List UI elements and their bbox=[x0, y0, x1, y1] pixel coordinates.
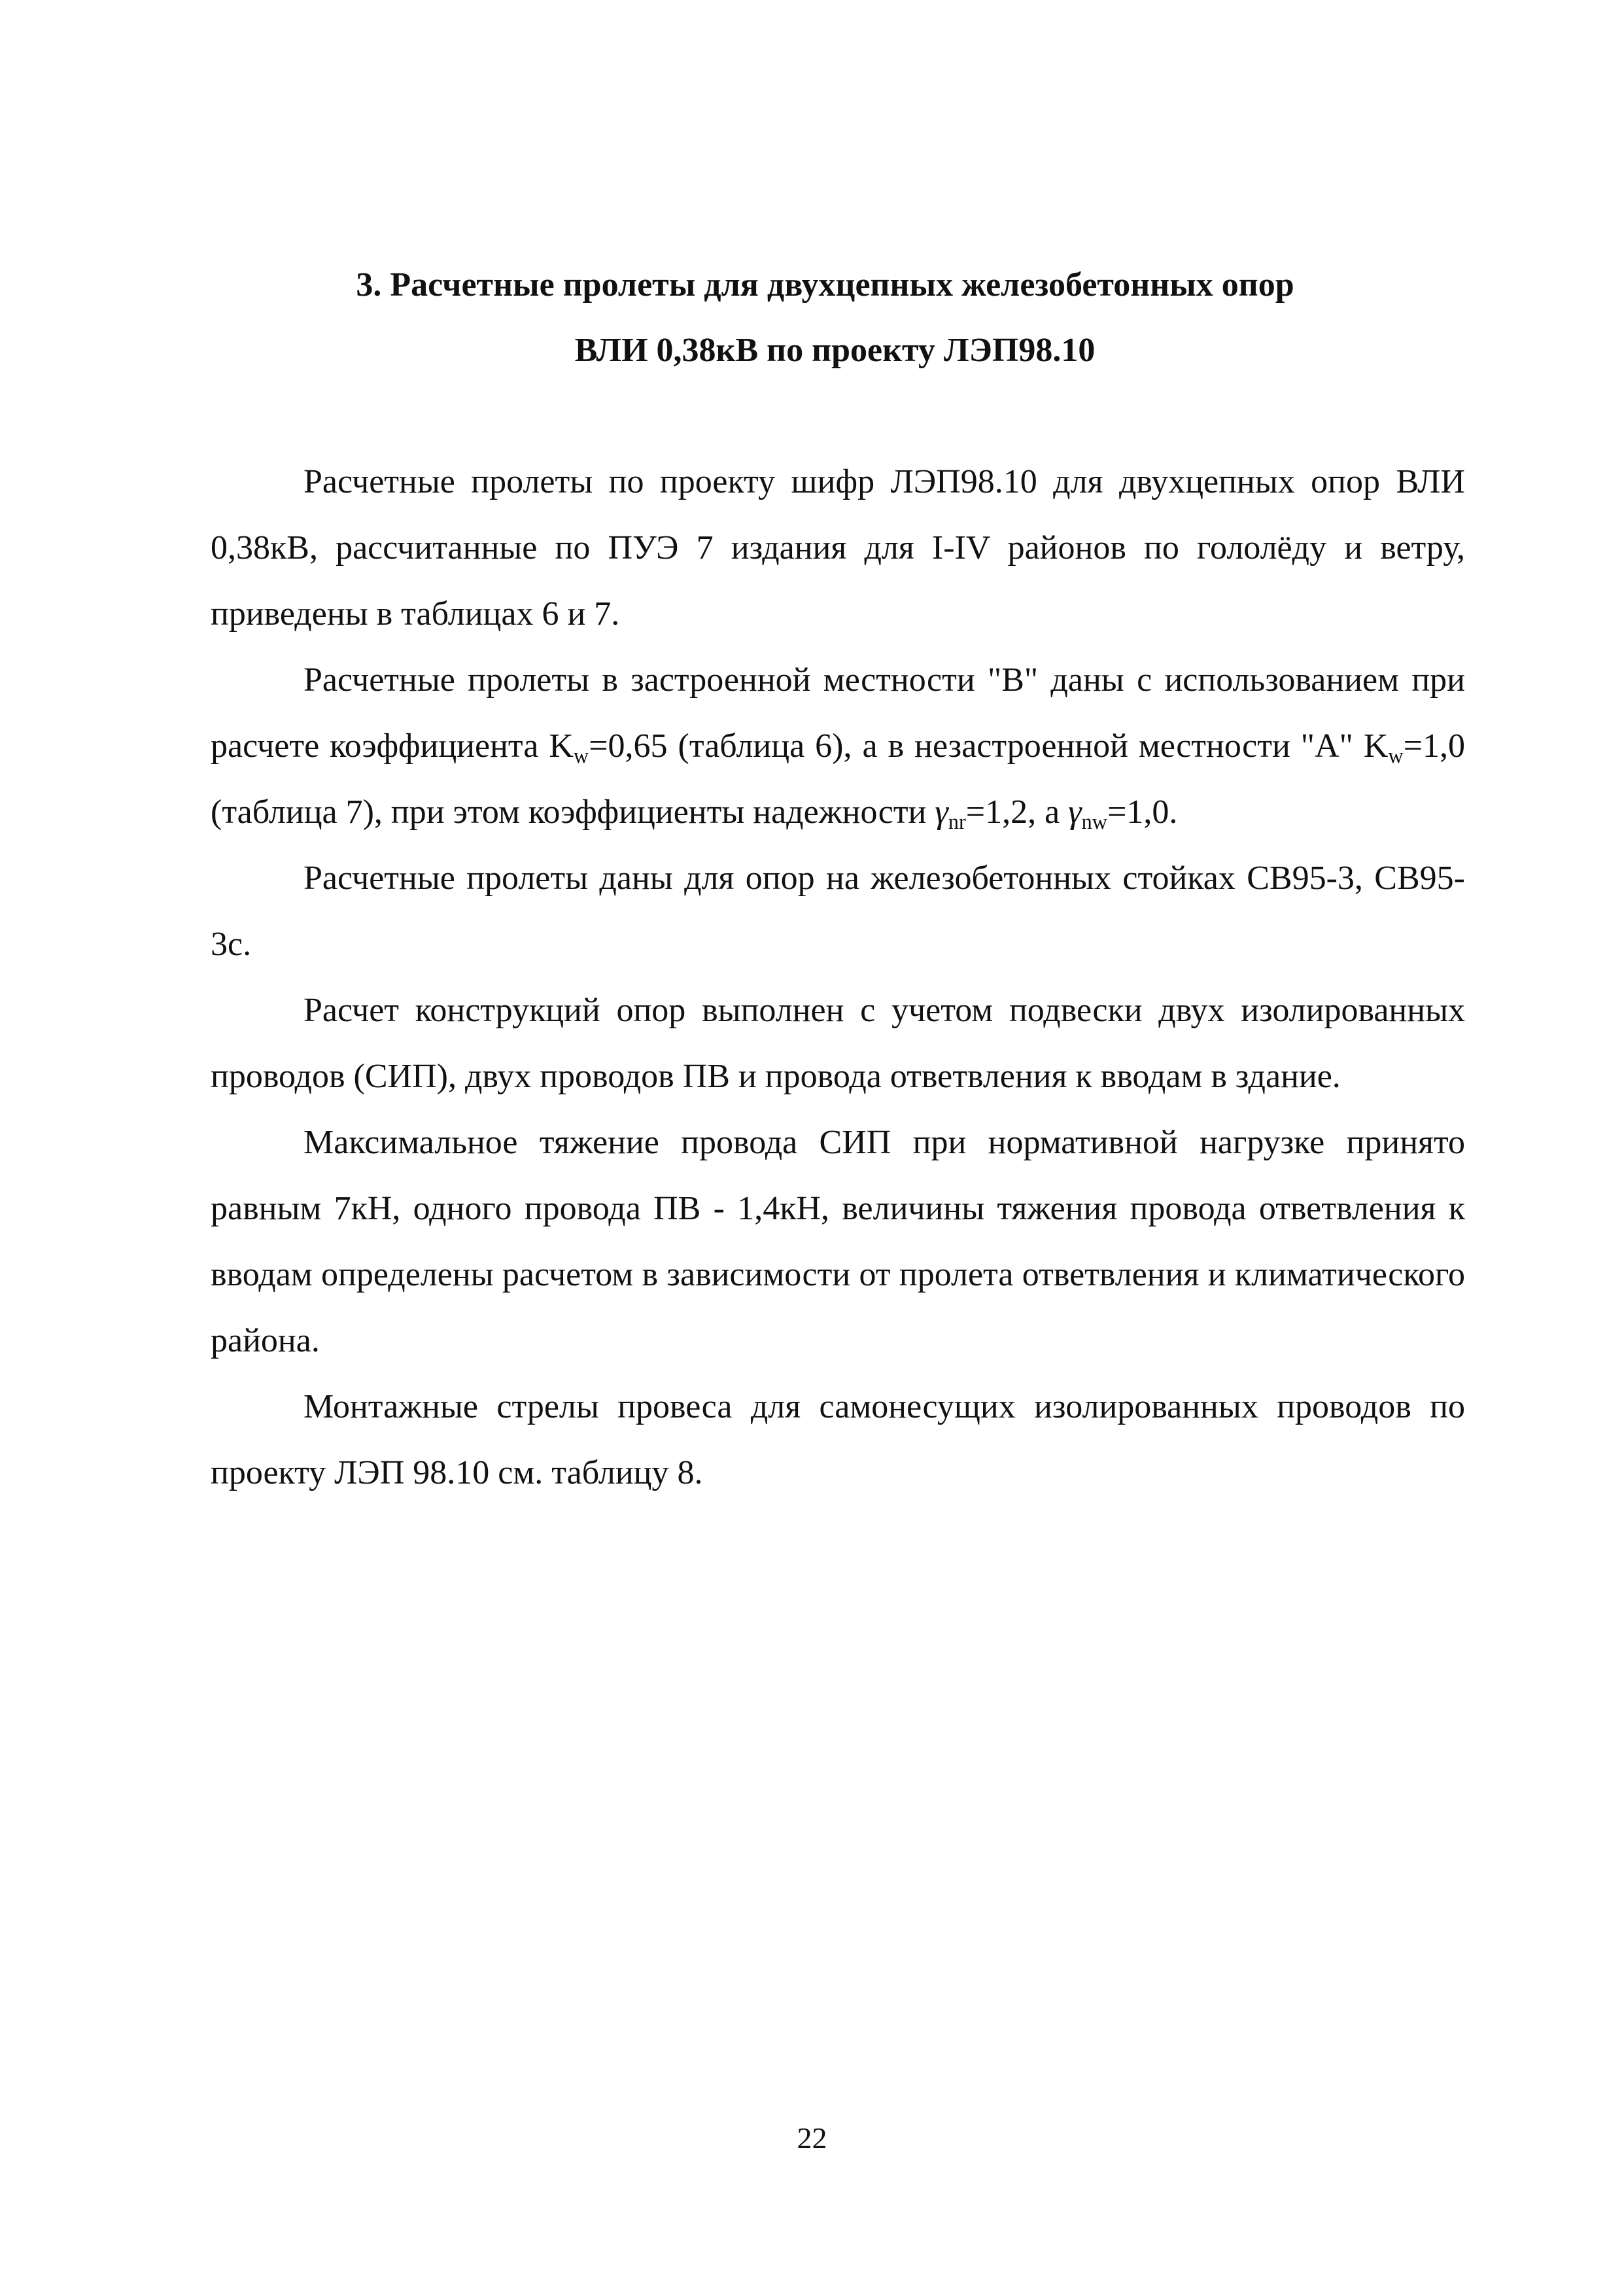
page-number: 22 bbox=[797, 2121, 827, 2155]
paragraph-coefficients-text-4: =1,2, а bbox=[965, 793, 1069, 831]
kw-subscript-2: w bbox=[1388, 744, 1404, 768]
paragraph-sag: Монтажные стрелы провеса для самонесущих изолированных проводов по проекту ЛЭП 98.10 см. таблицу 8. bbox=[211, 1388, 1465, 1491]
body-text bbox=[211, 449, 1465, 1506]
paragraph-coefficients-text-2: =0,65 (таблица 6), а в незастроенной местности "А" K bbox=[589, 727, 1389, 765]
kw-subscript: w bbox=[573, 744, 589, 768]
paragraph-coefficients-text-1: Расчетные пролеты в застроенной местности "В" даны с использованием при расчете коэффициента K bbox=[211, 661, 1465, 765]
paragraph-spans-tables: Расчетные пролеты по проекту шифр ЛЭП98.10 для двухцепных опор ВЛИ 0,38кВ, рассчитанные по ПУЭ 7 издания для I-IV районов по гололёду и ветру, приведены в таблицах 6 и 7. bbox=[211, 463, 1465, 633]
gamma-symbol-2: γ bbox=[1068, 793, 1082, 831]
gamma-nr-subscript: nr bbox=[948, 810, 966, 834]
gamma-nw-subscript: nw bbox=[1081, 810, 1108, 834]
paragraph-pole-types: Расчетные пролеты даны для опор на железобетонных стойках СВ95-3, СВ95-3с. bbox=[211, 860, 1465, 963]
section-heading-line-1: 3. Расчетные пролеты для двухцепных железобетонных опор bbox=[356, 266, 1294, 304]
section-heading-line-2: ВЛИ 0,38кВ по проекту ЛЭП98.10 bbox=[574, 332, 1096, 369]
gamma-symbol: γ bbox=[935, 793, 948, 831]
paragraph-tension: Максимальное тяжение провода СИП при нормативной нагрузке принято равным 7кН, одного провода ПВ - 1,4кН, величины тяжения провода ответвления к вводам определены расчетом в зависимости от пролета ответвления и климатического района. bbox=[211, 1124, 1465, 1359]
paragraph-coefficients-text-5: =1,0. bbox=[1107, 793, 1178, 831]
paragraph-coefficients-text-3: =1,0 (таблица 7), при этом коэффициенты надежности bbox=[211, 727, 1465, 831]
paragraph-construction: Расчет конструкций опор выполнен с учетом подвески двух изолированных проводов (СИП), двух проводов ПВ и провода ответвления к вводам в здание. bbox=[211, 992, 1465, 1095]
paragraph-coefficients bbox=[211, 647, 1465, 845]
